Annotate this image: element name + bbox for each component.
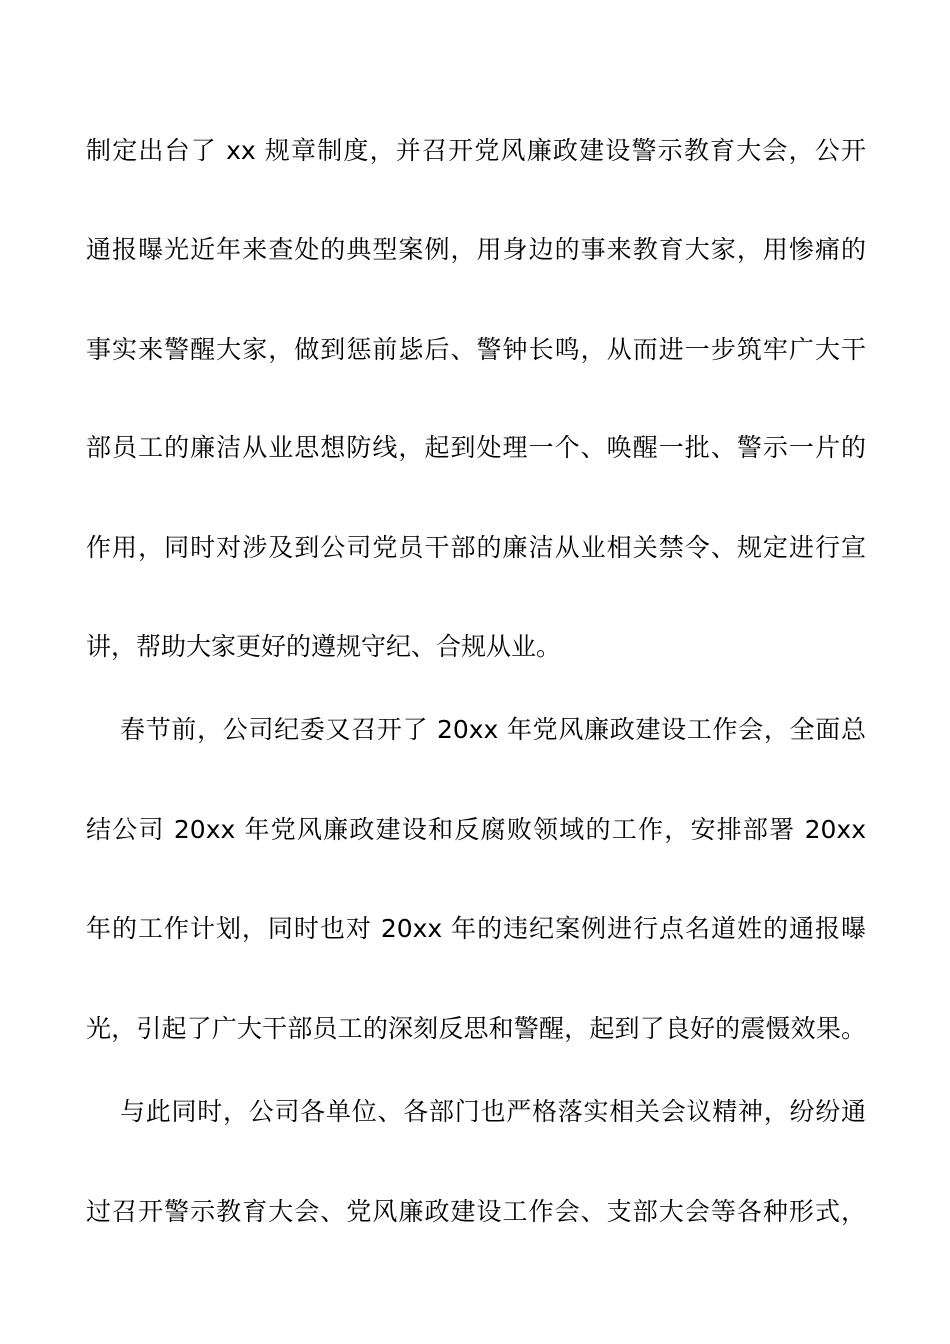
paragraph-line: 部员工的廉洁从业思想防线，起到处理一个、唤醒一批、警示一片的 <box>86 433 866 462</box>
paragraph-line: 作用，同时对涉及到公司党员干部的廉洁从业相关禁令、规定进行宣 <box>86 533 866 562</box>
paragraph-line: 年的工作计划，同时也对 20xx 年的违纪案例进行点名道姓的通报曝 <box>86 914 866 943</box>
paragraph-line: 结公司 20xx 年党风廉政建设和反腐败领域的工作，安排部署 20xx <box>86 815 866 844</box>
paragraph-line: 制定出台了 xx 规章制度，并召开党风廉政建设警示教育大会，公开 <box>86 136 866 165</box>
paragraph-line: 讲，帮助大家更好的遵规守纪、合规从业。 <box>86 632 562 661</box>
paragraph-line: 事实来警醒大家，做到惩前毖后、警钟长鸣，从而进一步筑牢广大干 <box>86 335 866 364</box>
paragraph-line: 过召开警示教育大会、党风廉政建设工作会、支部大会等各种形式， <box>86 1197 866 1226</box>
paragraph-line: 与此同时，公司各单位、各部门也严格落实相关会议精神，纷纷通 <box>120 1097 866 1126</box>
paragraph-line: 光，引起了广大干部员工的深刻反思和警醒，起到了良好的震慑效果。 <box>86 1014 866 1043</box>
paragraph-line: 春节前，公司纪委又召开了 20xx 年党风廉政建设工作会，全面总 <box>120 715 866 744</box>
paragraph-line: 通报曝光近年来查处的典型案例，用身边的事来教育大家，用惨痛的 <box>86 235 866 264</box>
